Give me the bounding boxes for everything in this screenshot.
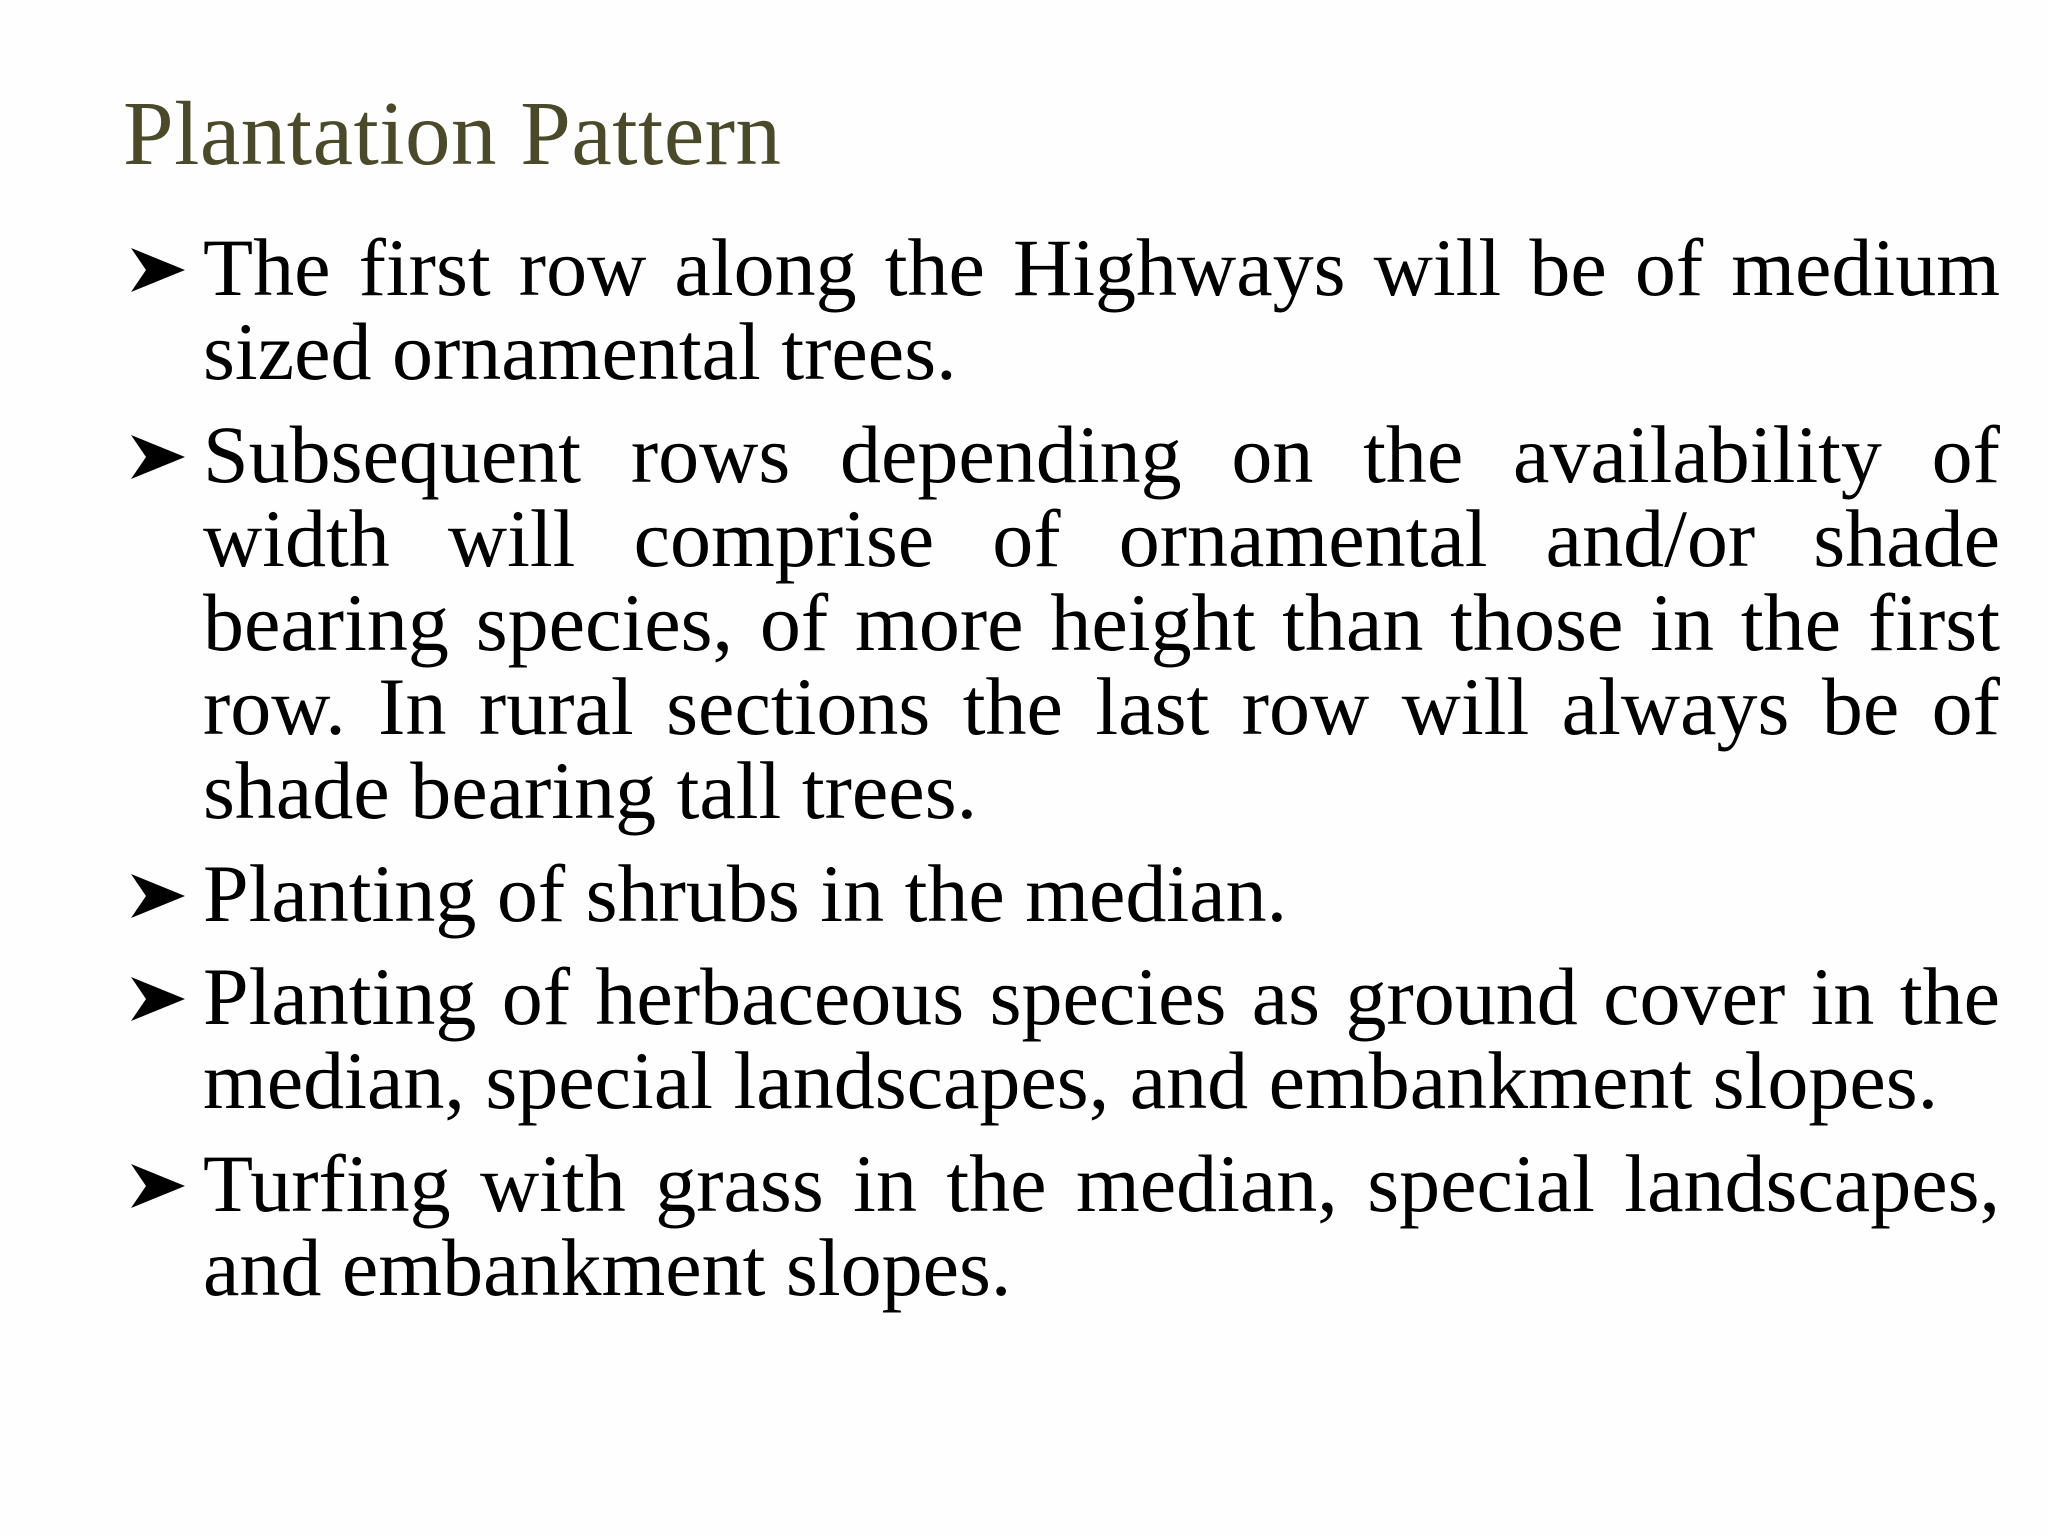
bullet-item — [123, 848, 2000, 939]
arrowhead-bullet-icon — [129, 246, 187, 294]
bullet-text: The first row along the Highways will be of medium sized ornamental trees. — [203, 222, 2000, 397]
slide-title: Plantation Pattern — [123, 83, 782, 184]
bullet-item — [123, 409, 2000, 836]
bullet-text: Turfing with grass in the median, special landscapes, and embankment slopes. — [203, 1138, 2000, 1313]
arrowhead-bullet-icon — [129, 872, 187, 920]
arrowhead-bullet-icon — [129, 1162, 187, 1210]
bullet-item — [123, 951, 2000, 1126]
arrowhead-bullet-icon — [129, 433, 187, 481]
bullet-item — [123, 1138, 2000, 1313]
bullet-text: Subsequent rows depending on the availability of width will comprise of ornamental and/or shade bearing species, of more height than those in the first row. In rural sections the last row will always be of shade bearing tall trees. — [203, 409, 2000, 836]
arrowhead-bullet-icon — [129, 975, 187, 1023]
bullet-text: Planting of herbaceous species as ground cover in the median, special landscapes, and embankment slopes. — [203, 951, 2000, 1126]
bullet-list — [123, 222, 2000, 1329]
bullet-text: Planting of shrubs in the median. — [203, 848, 1288, 939]
bullet-item — [123, 222, 2000, 397]
